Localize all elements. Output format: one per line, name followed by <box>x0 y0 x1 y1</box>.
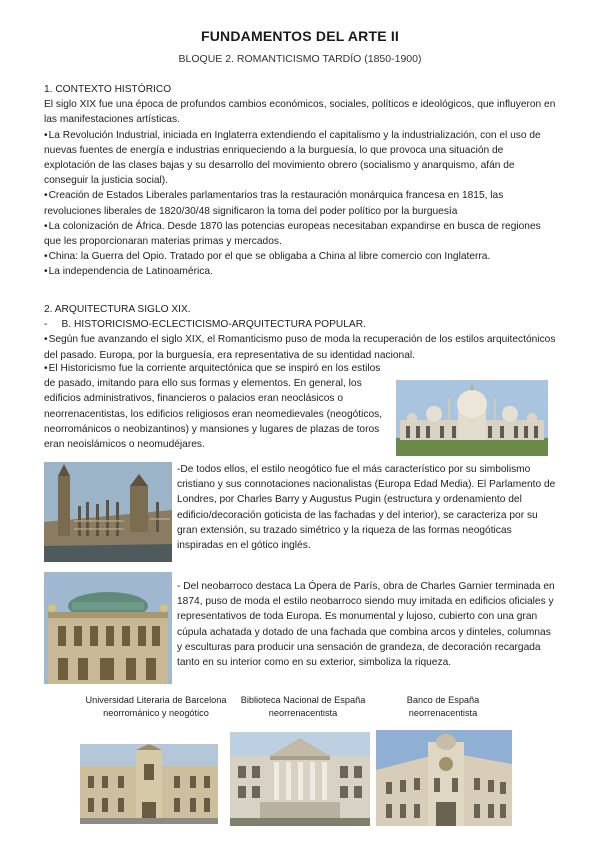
historicism-text: • El Historicismo fue la corriente arquitectónica que se inspiró en los estilos de pasado, imitando para ello sus formas y elementos. En general, los edificios administrativos, financieros o palacios eran neoclásicos o neorrenacentistas, los edificios religiosos eran neomedievales (neogóticos, neorrománicos o neobizantinos) y mansiones y lugares de plazas de toros eran neoislámicos o neomudéjares. <box>44 363 382 450</box>
royal-pavilion-image <box>396 380 548 456</box>
section2-subheading: - B. HISTORICISMO-ECLECTICISMO-ARQUITECTURA POPULAR. <box>44 319 366 331</box>
barcelona-university-image <box>80 744 218 824</box>
section1-bullet: • La independencia de Latinoamérica. <box>44 264 556 279</box>
section1-bullet: • La Revolución Industrial, iniciada en Inglaterra extendiendo el capitalismo y la industrialización, con el uso de nuevas fuentes de energía e industrias enriqueciendo a la burguesía, lo que provoca una situación de explotación de las clases bajas y su desarrollo del movimiento obrero (socialismo y anarquismo, afán de conseguir la justicia social). <box>44 128 556 189</box>
bank-of-spain-image <box>376 730 512 826</box>
section1-bullet: • Creación de Estados Liberales parlamentarios tras la restauración monárquica francesa en 1815, las revoluciones liberales de 1820/30/48 significaron la toma del poder político por la burguesía <box>44 188 556 218</box>
section1-bullet: • La colonización de África. Desde 1870 las potencias europeas necesitaban expandirse en busca de regiones que les proporcionaran materias primas y mercados. <box>44 219 556 249</box>
section2-bullet: • Según fue avanzando el siglo XIX, el Romanticismo puso de moda la recuperación de los estilos arquitectónicos del pasado. Europa, por la burguesía, era representativa de su identidad nacional. <box>44 332 556 362</box>
caption-bank-of-spain <box>378 694 508 720</box>
caption-style: neorrenacentista <box>408 708 478 718</box>
caption-title: Universidad Literaria de Barcelona <box>85 695 227 705</box>
section1-bullet: • China: la Guerra del Opio. Tratado por el que se obligaba a China al libre comercio con Inglaterra. <box>44 249 556 264</box>
page-title: FUNDAMENTOS DEL ARTE II <box>200 28 400 44</box>
caption-style: neorrománico y neogótico <box>103 708 209 718</box>
neobaroque-paragraph: - Del neobarroco destaca La Ópera de París, obra de Charles Garnier terminada en 1874, puso de moda el estilo neobarroco siendo muy imitada en edificios oficiales y representativos de toda Europa. Es monumental y lujoso, cubierto con una gran cúpula achatada y dotado de una fachada que combina arcos y dinteles, columnas y esculturas para producir una sensación de grandeza, de decoración recargada tanto en su interior como en su exterior, simboliza la riqueza. <box>177 581 555 669</box>
caption-national-library <box>228 694 378 720</box>
caption-barcelona-university <box>72 694 240 720</box>
caption-style: neorrenacentista <box>268 708 338 718</box>
section-architecture <box>44 302 556 363</box>
page-subtitle: BLOQUE 2. ROMANTICISMO TARDÍO (1850-1900) <box>178 53 422 65</box>
caption-title: Banco de España <box>406 695 480 705</box>
national-library-image <box>230 732 370 826</box>
neogothic-paragraph: -De todos ellos, el estilo neogótico fue el más característico por su simbolismo cristiano y sus connotaciones nacionalistas (Europa Edad Media). El Parlamento de Londres, por Charles Barry y Augustus Pugin (estructura y ordenamiento del edificio/decoración goticista de las fachadas y del interior), se caracteriza por su gran extensión, su trazado simétrico y la riqueza de las formas neogóticas inspiradas en el gótico inglés. <box>177 464 556 552</box>
paris-opera-image <box>44 572 172 684</box>
section1-heading: 1. CONTEXTO HISTÓRICO <box>44 84 172 95</box>
london-parliament-image <box>44 462 172 562</box>
caption-title: Biblioteca Nacional de España <box>240 695 366 705</box>
section2-heading: 2. ARQUITECTURA SIGLO XIX. <box>44 304 191 315</box>
section1-intro: El siglo XIX fue una época de profundos cambios económicos, sociales, políticos e ideológicos, que influyeron en las manifestaciones artísticas. <box>44 99 556 126</box>
historicism-paragraph <box>44 361 392 452</box>
section-historical-context <box>44 82 556 280</box>
